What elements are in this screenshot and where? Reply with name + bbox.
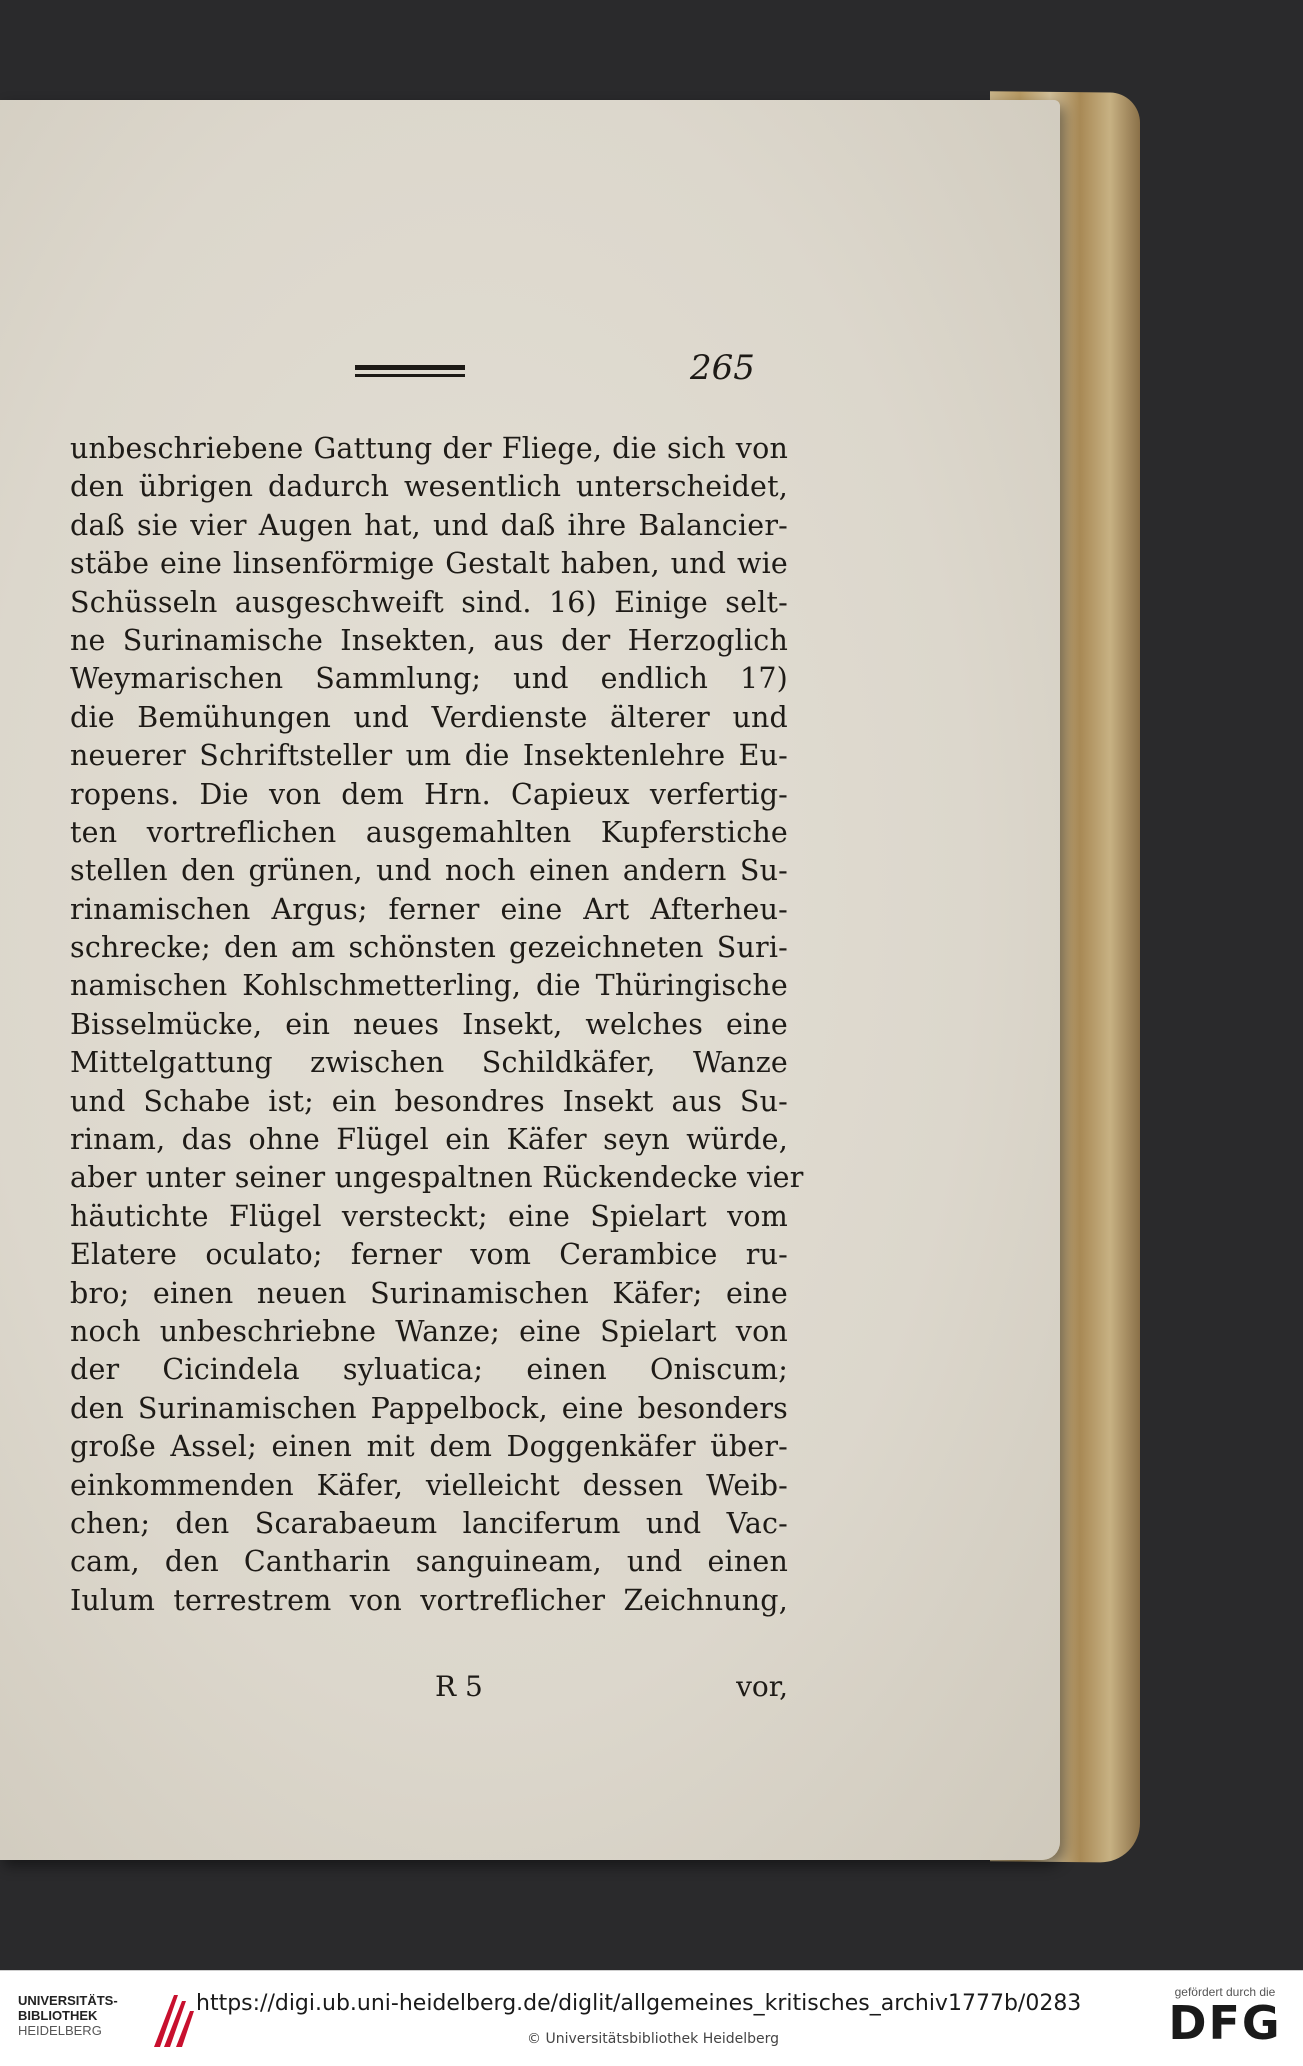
footer-bar — [0, 1970, 1303, 2066]
text-line: stellen den grünen, und noch einen andern Su- — [70, 854, 788, 888]
text-line: aber unter seiner ungespaltnen Rückendecke vier — [70, 1161, 804, 1195]
header-rule — [355, 365, 465, 377]
text-line: die Bemühungen und Verdienste älterer und — [70, 700, 788, 734]
text-line: der Cicindela syluatica; einen Oniscum; — [70, 1353, 788, 1387]
catchword: vor, — [736, 1670, 788, 1703]
library-logo[interactable] — [18, 1993, 188, 2053]
signature-mark: R 5 — [435, 1670, 483, 1703]
text-line: ne Surinamische Insekten, aus der Herzoglich — [70, 623, 788, 657]
text-block — [70, 430, 804, 1620]
text-line: große Assel; einen mit dem Doggenkäfer über- — [70, 1430, 788, 1464]
text-line: und Schabe ist; ein besondres Insekt aus Su- — [70, 1084, 788, 1118]
text-line: schrecke; den am schönsten gezeichneten Suri- — [70, 931, 788, 965]
text-line: ropens. Die von dem Hrn. Capieux verfertig- — [70, 777, 788, 811]
text-line: stäbe eine linsenförmige Gestalt haben, und wie — [70, 547, 788, 581]
library-name-line1: UNIVERSITÄTS- — [18, 1993, 118, 2008]
book-page — [0, 100, 1060, 1860]
permalink-url[interactable]: https://digi.ub.uni-heidelberg.de/diglit/allgemeines_kritisches_archiv1777b/0283 — [196, 1991, 1082, 2016]
funder-logo[interactable] — [1160, 1985, 1290, 2055]
text-line: rinamischen Argus; ferner eine Art Afterheu- — [70, 892, 788, 926]
text-line: Bisselmücke, ein neues Insekt, welches eine — [70, 1007, 788, 1041]
text-line: chen; den Scarabaeum lanciferum und Vac- — [70, 1506, 788, 1540]
text-line: unbeschriebene Gattung der Fliege, die sich von — [70, 432, 788, 465]
text-line: Weymarischen Sammlung; und endlich 17) — [70, 662, 788, 696]
text-line: den Surinamischen Pappelbock, eine besonders — [70, 1391, 788, 1425]
page-number: 265 — [690, 348, 755, 388]
text-line: bro; einen neuen Surinamischen Käfer; eine — [70, 1276, 788, 1310]
text-line: Elatere oculato; ferner vom Cerambice ru- — [70, 1238, 788, 1272]
text-line: noch unbeschriebne Wanze; eine Spielart von — [70, 1314, 788, 1348]
text-line: rinam, das ohne Flügel ein Käfer seyn würde, — [70, 1123, 788, 1157]
dfg-logo: DFG — [1168, 1996, 1282, 2050]
text-line: häutichte Flügel versteckt; eine Spielart vom — [70, 1199, 788, 1233]
text-line: Mittelgattung zwischen Schildkäfer, Wanze — [70, 1046, 788, 1080]
copyright-notice: © Universitätsbibliothek Heidelberg — [527, 2031, 780, 2047]
text-line: daß sie vier Augen hat, und daß ihre Balancier- — [70, 508, 788, 542]
text-line: Iulum terrestrem von vortreflicher Zeichnung, — [70, 1583, 788, 1617]
text-line: neuerer Schriftsteller um die Insektenlehre Eu- — [70, 739, 788, 773]
funder-caption: gefördert durch die — [1174, 1985, 1276, 1999]
page-footer-line — [70, 1670, 788, 1710]
text-line: namischen Kohlschmetterling, die Thüringische — [70, 969, 788, 1003]
text-line: Schüsseln ausgeschweift sind. 16) Einige selt- — [70, 585, 788, 619]
text-line: einkommenden Käfer, vielleicht dessen Weib- — [70, 1468, 788, 1502]
library-name-line2: BIBLIOTHEK — [18, 2008, 98, 2023]
library-name-line3: HEIDELBERG — [18, 2023, 102, 2038]
text-line: den übrigen dadurch wesentlich unterscheidet, — [70, 470, 788, 504]
library-emblem-icon — [150, 1991, 196, 2051]
text-line: ten vortreflichen ausgemahlten Kupferstiche — [70, 815, 788, 849]
text-line: cam, den Cantharin sanguineam, und einen — [70, 1545, 788, 1579]
